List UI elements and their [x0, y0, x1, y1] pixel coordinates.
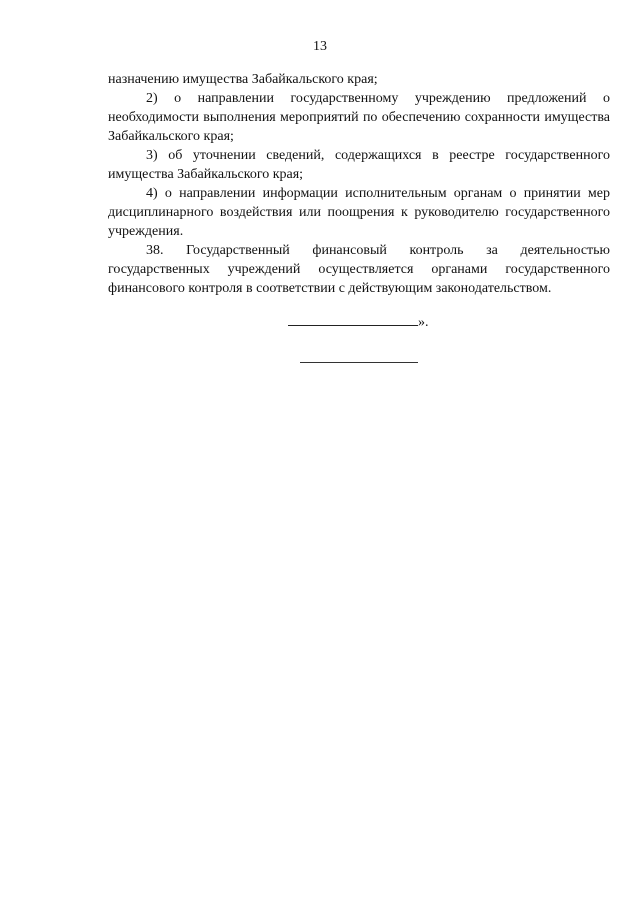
closing-signature-line — [288, 312, 448, 332]
end-of-document-rule — [300, 362, 418, 363]
document-body — [108, 70, 610, 298]
paragraph-item-2: 2) о направлении государственному учреждению предложений о необходимости выполнения мероприятий по обеспечению сохранности имущества Забайкальского края; — [108, 91, 610, 144]
page-number: 13 — [313, 39, 327, 54]
paragraph-clause-38: 38. Государственный финансовый контроль за деятельностью государственных учреждений осуществляется органами государственного финансового контроля в соответствии с действующим законодательством. — [108, 243, 610, 296]
blank-underline — [288, 312, 418, 326]
paragraph-item-4: 4) о направлении информации исполнительным органам о принятии мер дисциплинарного воздействия или поощрения к руководителю государственного учреждения. — [108, 186, 610, 239]
closing-quote: ». — [418, 315, 429, 330]
paragraph-continuation: назначению имущества Забайкальского края; — [108, 72, 378, 87]
paragraph-item-3: 3) об уточнении сведений, содержащихся в реестре государственного имущества Забайкальского края; — [108, 148, 610, 182]
